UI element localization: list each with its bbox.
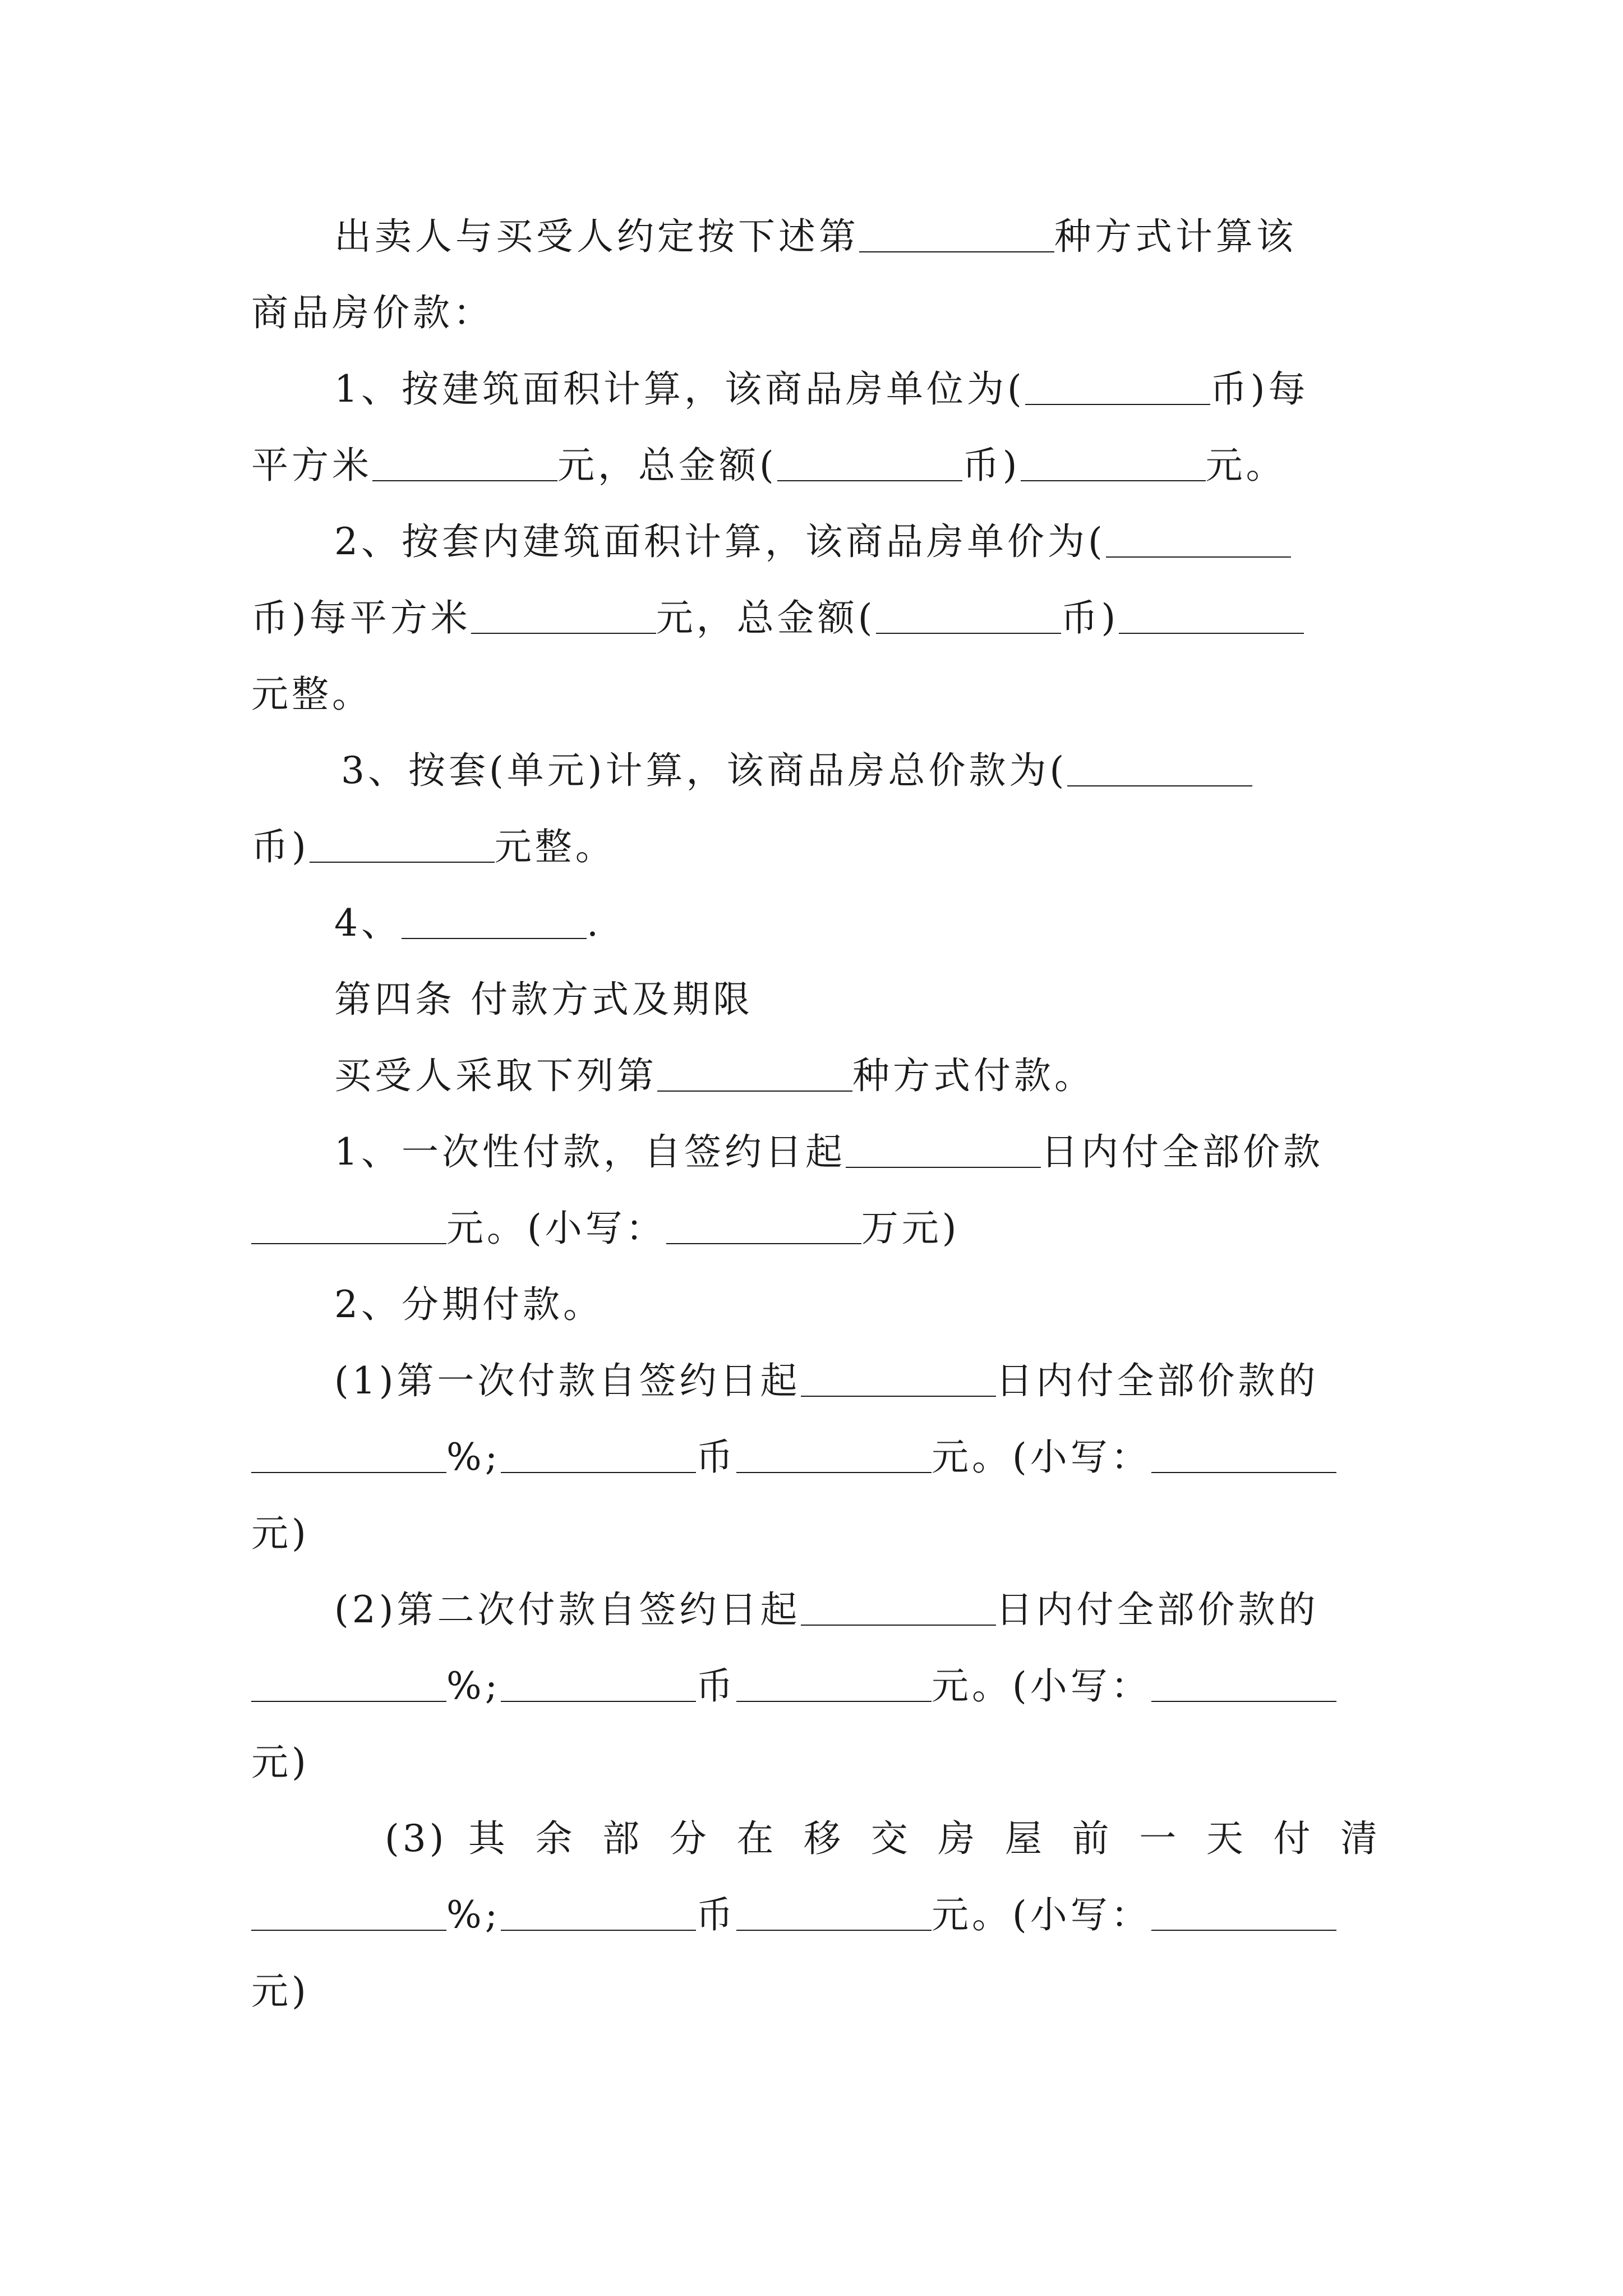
article-4-title: 第四条 付款方式及期限 [334,978,753,1021]
blank-field[interactable] [801,1356,996,1397]
blank-field[interactable] [501,1433,696,1473]
blank-field[interactable] [1025,365,1210,405]
installment-2-end: 元) [251,1741,310,1784]
blank-field[interactable] [859,212,1054,252]
blank-field[interactable] [1067,746,1252,786]
blank-field[interactable] [501,1662,696,1702]
blank-field[interactable] [251,1662,446,1702]
blank-field[interactable] [1106,517,1291,558]
blank-field[interactable] [1151,1433,1336,1473]
option-3-line: 3、按套(单元)计算，该商品房总价款为( [251,737,1381,804]
price-method-intro-cont: 商品房价款： [251,291,494,334]
blank-field[interactable] [501,1890,696,1931]
option-2-line-end: 元整。 [251,673,372,716]
installment-2-amounts: %; 币 元。(小写： [251,1653,1381,1720]
installment-1: (1)第一次付款自签约日起 日内付全部价款的 [251,1347,1381,1415]
option-1-line-cont: 平方米 元，总金额( 币) 元。 [251,432,1381,499]
payment-option-1-cont: 元。(小写： 万元) [251,1195,1381,1262]
blank-field[interactable] [736,1433,932,1473]
installment-3: (3) 其 余 部 分 在 移 交 房 屋 前 一 天 付 清 [385,1817,1381,1860]
blank-field[interactable] [251,1890,446,1931]
option-4-line: 4、 . [251,890,1381,957]
blank-field[interactable] [251,1433,446,1473]
blank-field[interactable] [777,441,962,481]
installment-3-amounts: %; 币 元。(小写： [251,1881,1381,1949]
blank-field[interactable] [471,593,656,634]
payment-intro: 买受人采取下列第 种方式付款。 [251,1042,1381,1110]
blank-field[interactable] [736,1890,932,1931]
blank-field[interactable] [736,1662,932,1702]
price-method-intro: 出卖人与买受人约定按下述第 种方式计算该 [251,203,1381,270]
installment-1-end: 元) [251,1512,310,1555]
option-3-line-cont: 币) 元整。 [251,813,1381,881]
blank-field[interactable] [846,1128,1041,1168]
option-2-line-cont: 币)每平方米 元，总金额( 币) [251,585,1381,652]
blank-field[interactable] [1151,1662,1336,1702]
blank-field[interactable] [666,1204,861,1244]
blank-field[interactable] [1151,1890,1336,1931]
payment-option-2: 2、分期付款。 [334,1283,603,1326]
blank-field[interactable] [372,441,557,481]
blank-field[interactable] [1021,441,1206,481]
installment-2: (2)第二次付款自签约日起 日内付全部价款的 [251,1576,1381,1644]
blank-field[interactable] [876,593,1061,634]
payment-option-1: 1、一次性付款，自签约日起 日内付全部价款 [251,1119,1381,1186]
installment-3-end: 元) [251,1970,310,2013]
blank-field[interactable] [801,1585,996,1626]
installment-1-amounts: %; 币 元。(小写： [251,1424,1381,1491]
blank-field[interactable] [402,899,587,939]
blank-field[interactable] [1119,593,1304,634]
blank-field[interactable] [657,1051,852,1092]
blank-field[interactable] [251,1204,446,1244]
option-1-line: 1、按建筑面积计算，该商品房单位为( 币)每 [251,356,1381,423]
option-2-line: 2、按套内建筑面积计算，该商品房单价为( [251,508,1381,576]
blank-field[interactable] [310,822,495,863]
